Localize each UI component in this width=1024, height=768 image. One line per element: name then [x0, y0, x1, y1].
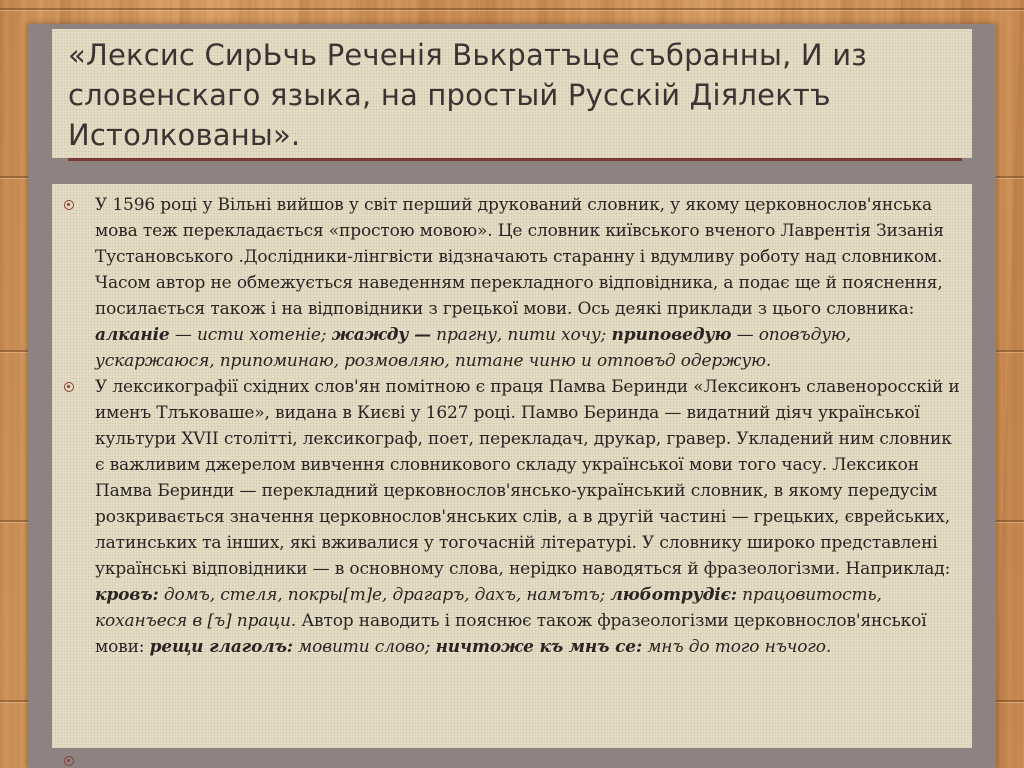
text-segment: Автор наводить і пояснює також фразеологізми церковнослов'янської мови:: [95, 611, 927, 657]
translation: домъ, стеля, покры[т]е, драгаръ, дахъ, намътъ;: [158, 585, 611, 605]
headword: приповедую: [611, 325, 732, 345]
text-segment: У лексикографії східних слов'ян помітною є праця Памва Беринди «Лексиконъ славеноросскій и именъ Тлъковаше», видана в Києві у 1627 році. Памво Беринда — видатний діяч української культури XVII столітті, лексикограф, поет, перекладач, друкар, гравер. Укладений ним словник є важливим джерелом вивчення словникового складу української мови того часу. Лексикон Памва Беринди — перекладний церковнослов'янсько-український словник, в якому передусім розкривається значення церковнослов'янських слів, а в другій частині — грецьких, єврейських, латинських та інших, які вживалися у тогочасній літературі. У словнику широко представлені українські відповідники — в основному слова, нерідко наводяться й фразеологізми. Наприклад:: [95, 377, 960, 579]
bullet-item: [52, 192, 972, 374]
headword: люботрудіє:: [610, 585, 737, 605]
bullet-list: [52, 192, 972, 660]
bullet-marker-icon: [64, 200, 74, 210]
translation: мовити слово;: [292, 637, 436, 657]
plank-seam: [0, 8, 1024, 10]
text-segment: У 1596 році у Вільні вийшов у світ перший друкований словник, у якому церковнослов'янська мова теж перекладається «простою мовою». Це словник київського вченого Лаврентія Зизанія Тустановського .Дослідники-лінгвісти відзначають старанну і вдумливу роботу над словником. Часом автор не обмежується наведенням перекладного відповідника, а подає ще й пояснення, посилається також і на відповідники з грецької мови. Ось деякі приклади з цього словника:: [95, 195, 944, 319]
text-segment: —: [731, 325, 759, 345]
text-segment: —: [169, 325, 197, 345]
translation: прагну, пити хочу;: [430, 325, 612, 345]
translation: працовитость, коханъеся в [ъ] праци.: [95, 585, 882, 631]
slide-title: «Лексис СирЬчь Реченія Вькратъце събранны, И из словенскаго языка, на простый Русскій Діялектъ Истолкованы».: [68, 38, 867, 152]
content-box: [52, 184, 972, 748]
headword: жажду —: [331, 325, 431, 345]
translation: исти хотеніе;: [196, 325, 332, 345]
bullet-marker-icon: [64, 382, 74, 392]
title-underline: [68, 158, 962, 161]
headword: ничтоже къ мнъ се:: [435, 637, 643, 657]
headword: рещи глаголъ:: [149, 637, 293, 657]
bullet-item: [52, 374, 972, 660]
translation: оповъдую, ускаржаюся, припоминаю, розмовляю, питане чиню и отповъд одержую.: [95, 325, 851, 371]
headword: алканіе: [95, 325, 170, 345]
headword: кровъ:: [95, 585, 159, 605]
translation: мнъ до того нъчого.: [642, 637, 832, 657]
empty-bullet-marker-icon: [64, 756, 74, 766]
title-box: [52, 29, 972, 158]
